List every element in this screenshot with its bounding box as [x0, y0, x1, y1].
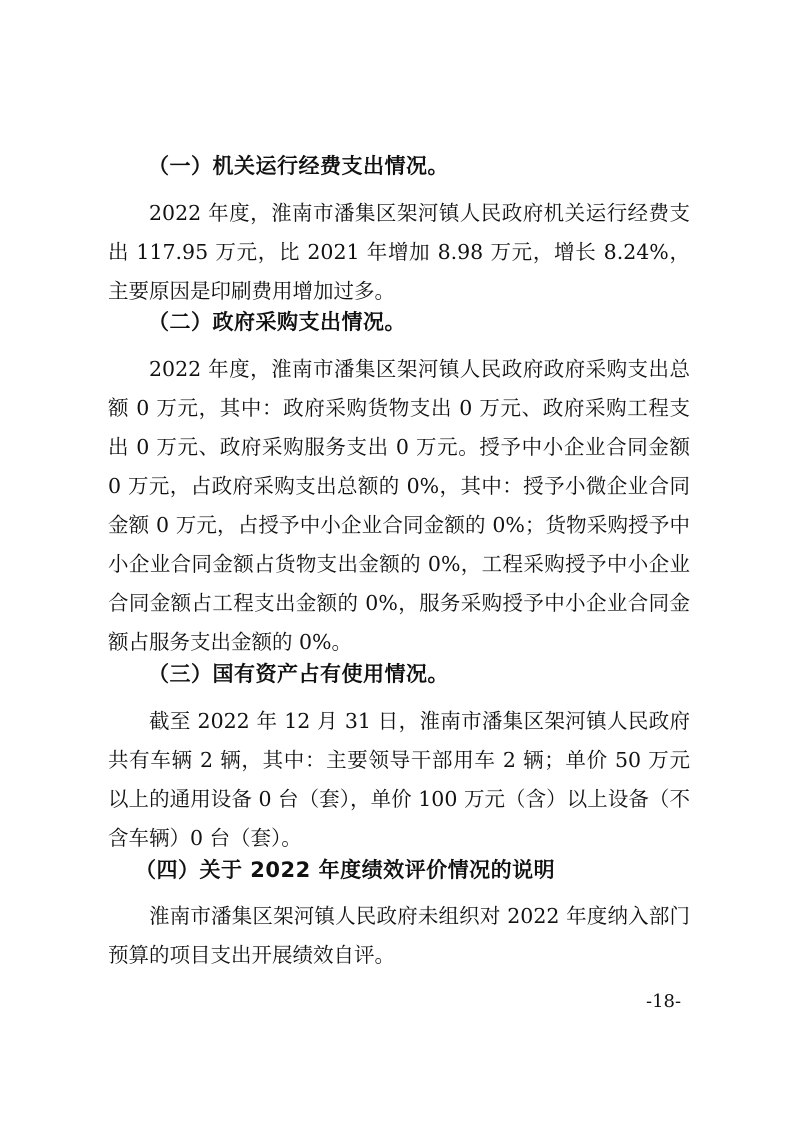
- section-heading-4: （四）关于 2022 年度绩效评价情况的说明: [135, 858, 556, 882]
- section-paragraph-4: 淮南市潘集区架河镇人民政府未组织对 2022 年度纳入部门预算的项目支出开展绩效自评。: [108, 904, 690, 967]
- section-heading-2: （二）政府采购支出情况。: [148, 310, 406, 334]
- page-number: -18-: [646, 991, 682, 1012]
- section-paragraph-3: 截至 2022 年 12 月 31 日，淮南市潘集区架河镇人民政府共有车辆 2 辆，其中：主要领导干部用车 2 辆；单价 50 万元以上的通用设备 0 台（套），单价 100 万元（含）以上设备（不含车辆）0 台（套）。: [108, 709, 690, 850]
- section-paragraph-2: 2022 年度，淮南市潘集区架河镇人民政府政府采购支出总额 0 万元，其中：政府采购货物支出 0 万元、政府采购工程支出 0 万元、政府采购服务支出 0 万元。授予中小企业合同金额 0 万元，占政府采购支出总额的 0%，其中：授予小微企业合同金额 0 万元，占授予中小企业合同金额的 0%；货物采购授予中小企业合同金额占货物支出金额的 0%，工程采购授予中小企业合同金额占工程支出金额的 0%，服务采购授予中小企业合同金额占服务支出金额的 0%。: [108, 357, 690, 654]
- section-paragraph-1: 2022 年度，淮南市潘集区架河镇人民政府机关运行经费支出 117.95 万元，比 2021 年增加 8.98 万元，增长 8.24%，主要原因是印刷费用增加过多。: [108, 201, 690, 303]
- section-heading-1: （一）机关运行经费支出情况。: [148, 154, 449, 178]
- section-heading-3: （三）国有资产占有使用情况。: [148, 662, 449, 686]
